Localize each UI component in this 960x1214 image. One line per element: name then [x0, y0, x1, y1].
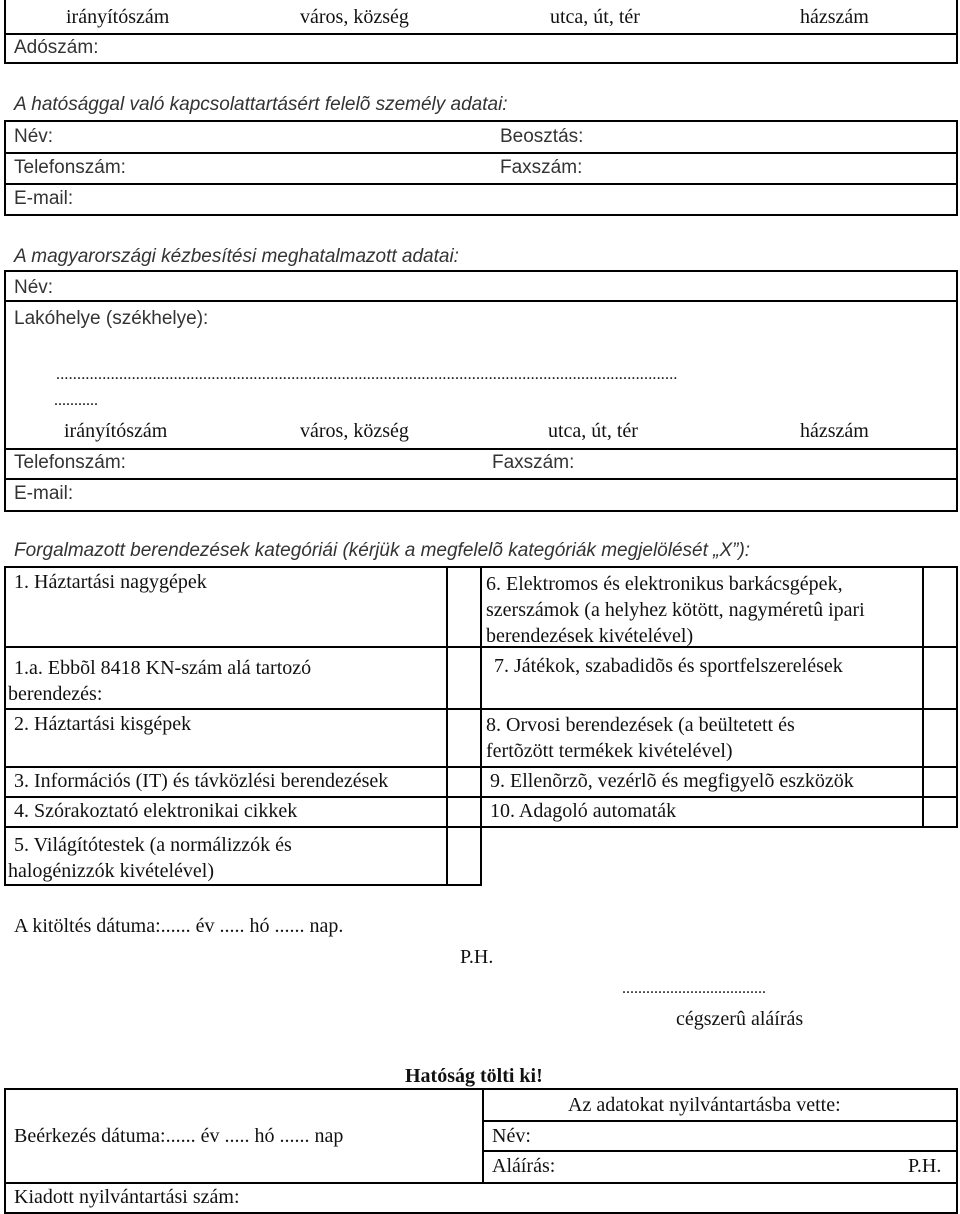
divider — [4, 183, 958, 185]
divider — [4, 448, 958, 450]
agent-house-label: házszám — [800, 420, 869, 442]
category-9: 9. Ellenõrzõ, vezérlõ és megfigyelõ eszközök — [490, 770, 854, 792]
table-border-right — [956, 566, 958, 828]
street-label: utca, út, tér — [550, 6, 640, 28]
category-7: 7. Játékok, szabadidõs és sportfelszerelések — [494, 655, 843, 677]
row-line — [4, 884, 482, 886]
divider — [4, 478, 958, 480]
authority-col-divider — [482, 1088, 484, 1184]
authority-heading: Hatóság tölti ki! — [405, 1065, 543, 1087]
contact-fax-label: Faxszám: — [500, 157, 583, 178]
contact-email-label: E-mail: — [14, 188, 74, 209]
agent-phone-label: Telefonszám: — [14, 452, 126, 473]
row-line — [480, 826, 958, 828]
contact-person-box — [4, 120, 958, 216]
received-date-line: Beérkezés dátuma:...... év ..... hó ...... nap — [14, 1125, 344, 1147]
postcode-label: irányítószám — [66, 6, 170, 28]
row-line — [4, 646, 482, 648]
registration-number-label: Kiadott nyilvántartási szám: — [14, 1186, 240, 1208]
signature-dots: .................................... — [622, 980, 766, 997]
category-5: 5. Világítótestek (a normálizzók és halogénizzók kivételével) — [8, 834, 292, 882]
divider — [482, 1150, 958, 1152]
divider — [4, 1182, 958, 1184]
category-3: 3. Információs (IT) és távközlési berendezések — [14, 770, 389, 792]
authority-name-label: Név: — [492, 1125, 531, 1147]
agent-residence-label: Lakóhelye (székhelye): — [14, 308, 209, 329]
divider — [482, 1120, 958, 1122]
agent-address-dots-2: ........... — [54, 392, 98, 409]
company-signature-label: cégszerû aláírás — [676, 1008, 804, 1030]
stamp-placeholder: P.H. — [460, 946, 494, 968]
contact-person-heading: A hatósággal való kapcsolattartásért felelõ személy adatai: — [14, 94, 508, 115]
agent-fax-label: Faxszám: — [492, 452, 575, 473]
category-4: 4. Szórakoztató elektronikai cikkek — [14, 800, 298, 822]
contact-name-label: Név: — [14, 126, 54, 147]
contact-phone-label: Telefonszám: — [14, 157, 126, 178]
category-1a: 1.a. Ebbõl 8418 KN-szám alá tartozó berendezés: — [8, 657, 312, 705]
row-line — [4, 826, 482, 828]
category-6: 6. Elektromos és elektronikus barkácsgépek, szerszámok (a helyhez kötött, nagyméretû ipari berendezések kivételével) — [486, 573, 865, 647]
table-checkbox-col-left — [446, 566, 448, 886]
agent-email-label: E-mail: — [14, 483, 74, 504]
fill-date-line: A kitöltés dátuma:...... év ..... hó ...... nap. — [14, 915, 344, 937]
agent-street-label: utca, út, tér — [548, 420, 638, 442]
row-line — [480, 708, 958, 710]
authority-stamp-label: P.H. — [908, 1155, 942, 1177]
categories-heading: Forgalmazott berendezések kategóriái (kérjük a megfelelõ kategóriák megjelölését „X”): — [14, 540, 751, 561]
category-1: 1. Háztartási nagygépek — [14, 571, 207, 593]
house-number-label: házszám — [800, 6, 869, 28]
divider — [4, 300, 958, 302]
table-border-left — [4, 566, 6, 886]
delivery-agent-box — [4, 270, 958, 512]
row-line — [4, 766, 482, 768]
row-line — [480, 796, 958, 798]
delivery-agent-heading: A magyarországi kézbesítési meghatalmazott adatai: — [14, 246, 459, 267]
agent-name-label: Név: — [14, 277, 54, 298]
category-2: 2. Háztartási kisgépek — [14, 713, 192, 735]
agent-address-dots: .................................................................................................................................................... — [56, 366, 678, 383]
city-label: város, község — [300, 6, 409, 28]
category-10: 10. Adagoló automaták — [490, 800, 677, 822]
category-8: 8. Orvosi berendezések (a beültetett és fertõzött termékek kivételével) — [486, 714, 795, 762]
row-line — [4, 796, 482, 798]
agent-city-label: város, község — [300, 420, 409, 442]
agent-postcode-label: irányítószám — [64, 420, 168, 442]
row-line — [480, 766, 958, 768]
row-line — [4, 708, 482, 710]
table-checkbox-col-right — [922, 566, 924, 828]
tax-number-label: Adószám: — [14, 37, 99, 58]
divider — [4, 152, 958, 154]
divider — [4, 33, 958, 35]
table-col-divider — [480, 566, 482, 886]
authority-signature-label: Aláírás: — [492, 1155, 556, 1177]
registered-by-label: Az adatokat nyilvántartásba vette: — [568, 1094, 841, 1116]
contact-position-label: Beosztás: — [500, 126, 584, 147]
